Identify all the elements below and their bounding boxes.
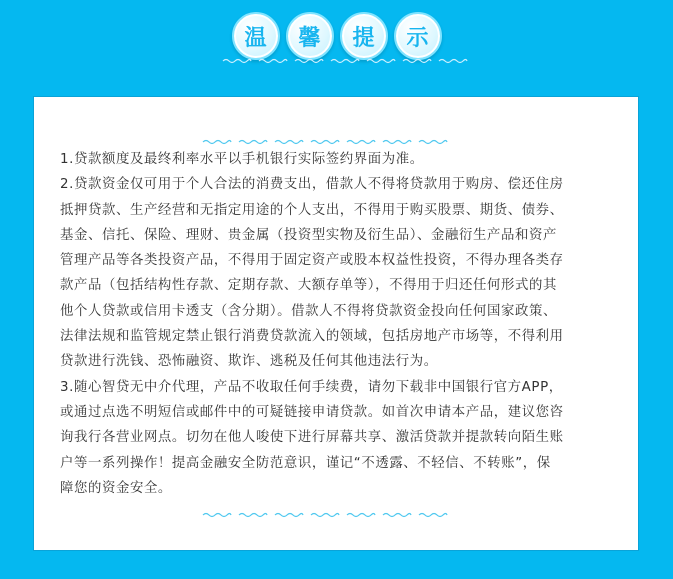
wave-ornament	[418, 512, 448, 518]
wave-ornament	[202, 512, 232, 518]
notice-line: 户等一系列操作！提高金融安全防范意识，谨记“不透露、不轻信、不转账”，保	[60, 455, 551, 471]
wave-ornament	[438, 58, 468, 64]
notice-line: 抵押贷款、生产经营和无指定用途的个人支出，不得用于购买股票、期货、债券、	[60, 202, 564, 218]
wave-ornament	[258, 58, 288, 64]
notice-line: 或通过点选不明短信或邮件中的可疑链接申请贷款。如首次申请本产品，建议您咨	[60, 404, 564, 420]
title-char: 提	[340, 12, 388, 60]
wave-divider-card-top	[202, 139, 448, 145]
notice-line: 贷款进行洗钱、恐怖融资、欺诈、逃税及任何其他违法行为。	[60, 354, 438, 370]
notice-line: 1.贷款额度及最终利率水平以手机银行实际签约界面为准。	[60, 152, 424, 167]
notice-card	[33, 96, 639, 551]
wave-ornament	[366, 58, 396, 64]
notice-line: 管理产品等各类投资产品，不得用于固定资产或股本权益性投资，不得办理各类存	[60, 253, 564, 269]
wave-divider-card-bottom	[202, 512, 448, 518]
notice-line: 2.贷款资金仅可用于个人合法的消费支出，借款人不得将贷款用于购房、偿还住房	[60, 177, 564, 193]
wave-ornament	[310, 512, 340, 518]
wave-ornament	[418, 139, 448, 145]
wave-ornament	[238, 512, 268, 518]
wave-ornament	[346, 139, 376, 145]
wave-ornament	[346, 512, 376, 518]
title-char: 示	[394, 12, 442, 60]
wave-ornament	[310, 139, 340, 145]
wave-ornament	[274, 139, 304, 145]
wave-ornament	[330, 58, 360, 64]
notice-line: 法律法规和监管规定禁止银行消费贷款流入的领域，包括房地产市场等，不得利用	[60, 329, 564, 345]
notice-text	[60, 147, 618, 501]
notice-line: 基金、信托、保险、理财、贵金属（投资型实物及衍生品）、金融衍生产品和资产	[60, 227, 557, 243]
wave-ornament	[382, 139, 412, 145]
notice-line: 障您的资金安全。	[60, 480, 172, 496]
wave-ornament	[222, 58, 252, 64]
title-banner	[0, 12, 673, 60]
notice-line: 询我行各营业网点。切勿在他人唆使下进行屏幕共享、激活贷款并提款转向陌生账	[60, 430, 564, 446]
title-char: 温	[232, 12, 280, 60]
notice-line: 3.随心智贷无中介代理，产品不收取任何手续费，请勿下载非中国银行官方APP，	[60, 379, 563, 395]
title-char: 馨	[286, 12, 334, 60]
wave-ornament	[402, 58, 432, 64]
wave-ornament	[294, 58, 324, 64]
wave-ornament	[274, 512, 304, 518]
wave-ornament	[238, 139, 268, 145]
notice-line: 款产品（包括结构性存款、定期存款、大额存单等），不得用于归还任何形式的其	[60, 278, 557, 294]
wave-divider-top	[222, 58, 468, 64]
wave-ornament	[382, 512, 412, 518]
notice-line: 他个人贷款或信用卡透支（含分期）。借款人不得将贷款资金投向任何国家政策、	[60, 303, 557, 319]
wave-ornament	[202, 139, 232, 145]
